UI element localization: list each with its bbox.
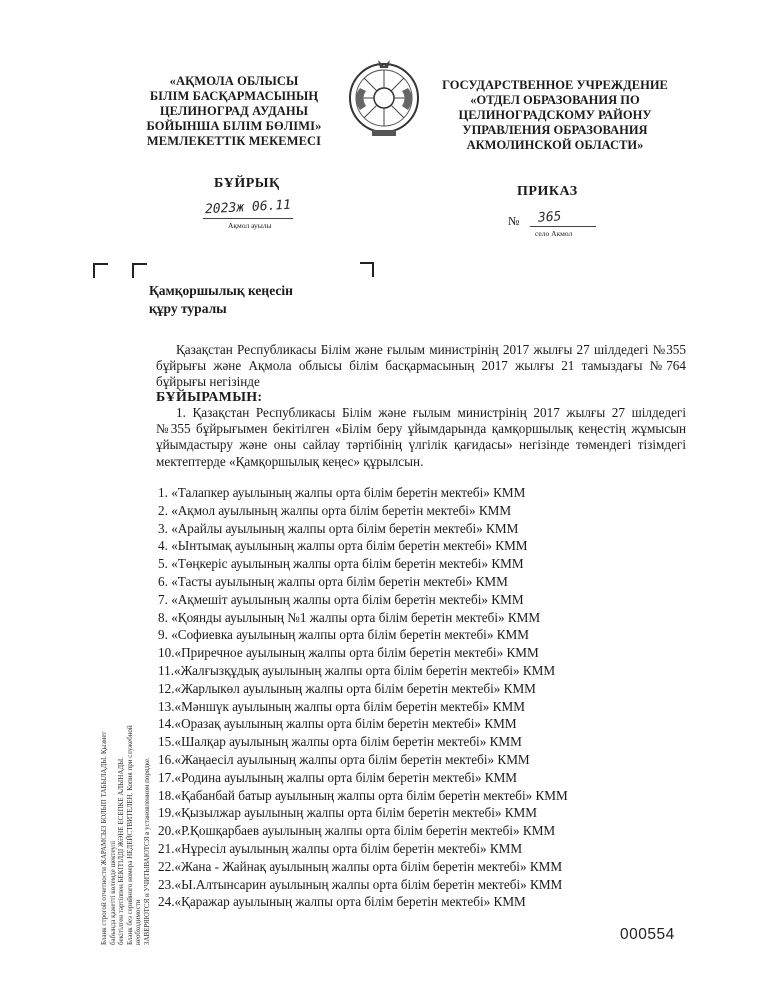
list-item: 9. «Софиевка ауылының жалпы орта білім беретін мектебі» КММ — [158, 627, 529, 643]
corner-mark-top-right — [360, 262, 374, 277]
side-note-line: ЗАВЕРЯЮТСЯ и УЧИТЫВАЮТСЯ в установленном порядке. — [142, 757, 151, 945]
list-item: 20.«Р.Қошқарбаев ауылының жалпы орта білім беретін мектебі» КММ — [158, 823, 556, 839]
handwritten-date: 2023ж 06.11 — [204, 197, 292, 218]
list-item: 12.«Жарлыкөл ауылының жалпы орта білім беретін мектебі» КММ — [158, 680, 536, 696]
list-item: 17.«Родина ауылының жалпы орта білім беретін мектебі» КММ — [158, 769, 518, 785]
list-item: 4. «Ынтымақ ауылының жалпы орта білім беретін мектебі» КММ — [158, 538, 528, 554]
header-kazakh-institution — [140, 74, 328, 149]
decree-word: БҰЙЫРАМЫН: — [156, 390, 263, 405]
order-title-kazakh: БҰЙРЫҚ — [214, 176, 280, 191]
number-sign: № — [508, 214, 520, 228]
schools-list — [158, 484, 568, 911]
document-serial-number: 000554 — [620, 926, 675, 943]
list-item: 22.«Жана - Жайнақ ауылының жалпы орта білім беретін мектебі» КММ — [158, 858, 563, 874]
state-emblem-icon — [346, 58, 422, 140]
header-right-line: АКМОЛИНСКОЙ ОБЛАСТИ» — [466, 138, 644, 152]
place-kazakh: Ақмол ауылы — [228, 221, 272, 230]
subject-line: құру туралы — [149, 301, 227, 316]
header-right-line: «ОТДЕЛ ОБРАЗОВАНИЯ ПО — [470, 93, 640, 107]
place-russian: село Акмол — [535, 229, 573, 238]
list-item: 3. «Арайлы ауылының жалпы орта білім беретін мектебі» КММ — [158, 520, 519, 536]
header-russian-institution — [438, 78, 672, 153]
header-right-line: УПРАВЛЕНИЯ ОБРАЗОВАНИЯ — [462, 123, 648, 137]
handwritten-order-number: 365 — [537, 209, 562, 226]
corner-mark-top-left-inner — [132, 263, 147, 278]
subject-line: Қамқоршылық кеңесін — [149, 283, 293, 298]
list-item: 23.«Ы.Алтынсарин ауылының жалпы орта білім беретін мектебі» КММ — [158, 876, 563, 892]
list-item: 6. «Тасты ауылының жалпы орта білім беретін мектебі» КММ — [158, 573, 508, 589]
clause-1-paragraph: 1. Қазақстан Республикасы Білім және ғылым министрінің 2017 жылғы 27 шілдедегі №355 бұйрығымен бекітілген «Білім беру ұйымдарында қамқоршылық кеңестің жұмысын ұйымдастыру және оны сайлау тәртібінің үлгілік қағидасы» негізінде төмендегі тізімдегі мектептерде «Қамқоршылық кеңес» құрылсын. — [156, 405, 686, 469]
list-item: 14.«Оразақ ауылының жалпы орта білім беретін мектебі» КММ — [158, 716, 517, 732]
order-subject — [149, 282, 293, 318]
header-left-line: МЕМЛЕКЕТТІК МЕКЕМЕСІ — [146, 134, 322, 148]
list-item: 8. «Қоянды ауылының №1 жалпы орта білім беретін мектебі» КММ — [158, 609, 541, 625]
number-underline — [530, 226, 596, 227]
header-left-line: «АҚМОЛА ОБЛЫСЫ — [169, 74, 299, 88]
list-item: 16.«Жаңаесіл ауылының жалпы орта білім беретін мектебі» КММ — [158, 751, 530, 767]
list-item: 18.«Қабанбай батыр ауылының жалпы орта білім беретін мектебі» КММ — [158, 787, 568, 803]
side-note-line: Бланк строгой отчетности ЖАРАМСЫЗ БОЛЫП ТАБЫЛАДЫ. Қызмет бабында қажетті көлемде шектеулі — [100, 731, 117, 945]
list-item: 24.«Қаражар ауылының жалпы орта білім беретін мектебі» КММ — [158, 894, 526, 910]
blank-form-side-note — [100, 715, 151, 945]
date-underline — [203, 218, 293, 219]
side-note-line: бекітілген тәртіппен БЕКІТІЛДІ ЖӘНЕ ЕСЕПКЕ АЛЫНАДЫ. — [117, 756, 125, 945]
header-right-line: ГОСУДАРСТВЕННОЕ УЧРЕЖДЕНИЕ — [442, 78, 668, 92]
list-item: 15.«Шалқар ауылының жалпы орта білім беретін мектебі» КММ — [158, 734, 522, 750]
header-right-line: ЦЕЛИНОГРАДСКОМУ РАЙОНУ — [458, 108, 652, 122]
list-item: 1. «Талапкер ауылының жалпы орта білім беретін мектебі» КММ — [158, 485, 526, 500]
list-item: 21.«Нұресіл ауылының жалпы орта білім беретін мектебі» КММ — [158, 840, 523, 856]
list-item: 2. «Ақмол ауылының жалпы орта білім беретін мектебі» КММ — [158, 502, 512, 518]
corner-mark-top-left — [93, 263, 108, 278]
side-note-line: Бланк без серийного номера НЕДЕЙСТВИТЕЛЕН. Копия при служебной необходимости — [125, 725, 142, 945]
list-item: 19.«Қызылжар ауылының жалпы орта білім беретін мектебі» КММ — [158, 805, 537, 821]
preamble-paragraph: Қазақстан Республикасы Білім және ғылым министрінің 2017 жылғы 27 шілдедегі №355 бұйрығы және Ақмола облысы білім басқармасының 2017 жылғы 21 тамыздағы №764 бұйрығы негізінде — [156, 342, 686, 390]
list-item: 10.«Приречное ауылының жалпы орта білім беретін мектебі» КММ — [158, 645, 539, 661]
list-item: 13.«Мәншүк ауылының жалпы орта білім беретін мектебі» КММ — [158, 698, 525, 714]
order-title-russian: ПРИКАЗ — [517, 184, 578, 199]
list-item: 7. «Ақмешіт ауылының жалпы орта білім беретін мектебі» КММ — [158, 591, 524, 607]
header-left-line: БОЙЫНША БІЛІМ БӨЛІМІ» — [146, 119, 322, 133]
header-left-line: ЦЕЛИНОГРАД АУДАНЫ — [159, 104, 309, 118]
header-left-line: БІЛІМ БАСҚАРМАСЫНЫҢ — [149, 89, 319, 103]
list-item: 11.«Жалғызқұдық ауылының жалпы орта білім беретін мектебі» КММ — [158, 662, 556, 678]
list-item: 5. «Төңкеріс ауылының жалпы орта білім беретін мектебі» КММ — [158, 556, 524, 572]
